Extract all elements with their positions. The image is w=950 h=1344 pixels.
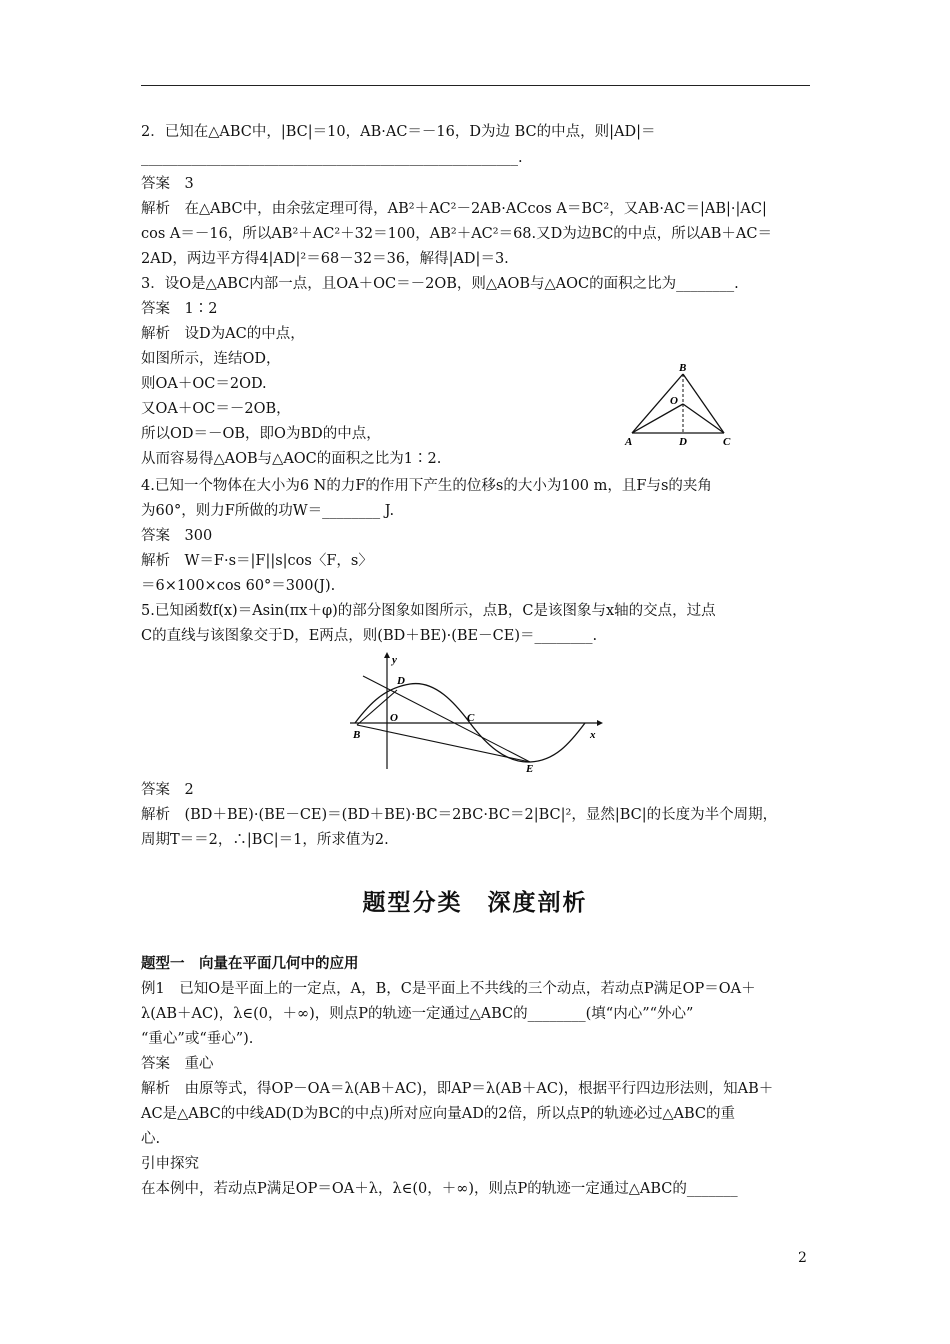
label-a: A bbox=[625, 436, 633, 448]
example-1-answer: 答案 重心 bbox=[141, 1056, 214, 1072]
line-de bbox=[363, 676, 530, 762]
problem-3-explain-4: 又OA＋OC＝－2OB， bbox=[141, 401, 291, 417]
label-x: x bbox=[590, 729, 596, 741]
label-b: B bbox=[353, 729, 361, 741]
problem-3-explain-5: 所以OD＝－OB，即O为BD的中点， bbox=[141, 426, 381, 442]
x-axis-arrow bbox=[597, 720, 603, 726]
problem-2-blank: ____________________________________________________. bbox=[141, 150, 523, 166]
label-d: D bbox=[679, 436, 687, 448]
problem-5-explain-2: 周期T＝＝2，∴|BC|＝1，所求值为2. bbox=[141, 832, 389, 848]
segment-ao bbox=[632, 404, 683, 433]
problem-2-explain-3: 2AD，两边平方得4|AD|²＝68－32＝36，解得|AD|＝3. bbox=[141, 251, 509, 267]
problem-4-explain-2: ＝6×100×cos 60°＝300(J). bbox=[141, 578, 336, 594]
triangle-figure bbox=[620, 360, 740, 450]
label-o: O bbox=[670, 395, 678, 407]
problem-5-explain-1: 解析 (BD＋BE)·(BE－CE)＝(BD＋BE)·BC＝2BC·BC＝2|BC|²，显然|BC|的长度为半个周期， bbox=[141, 807, 778, 823]
example-1-explain-1: 解析 由原等式，得OP－OA＝λ(AB＋AC)，即AP＝λ(AB＋AC)，根据平行四边形法则，知AB＋ bbox=[141, 1081, 774, 1097]
problem-3-line-1: 3．设O是△ABC内部一点，且OA＋OC＝－2OB，则△AOB与△AOC的面积之比为________. bbox=[141, 276, 739, 292]
example-1-line-1: 例1 已知O是平面上的一定点，A，B，C是平面上不共线的三个动点，若动点P满足OP＝OA＋ bbox=[141, 981, 756, 997]
problem-2-explain-2: cos A＝－16，所以AB²＋AC²＋32＝100，AB²＋AC²＝68.又D为边BC的中点，所以AB＋AC＝ bbox=[141, 226, 772, 242]
example-1-explain-2: AC是△ABC的中线AD(D为BC的中点)所对应向量AD的2倍，所以点P的轨迹必过△ABC的重 bbox=[141, 1106, 735, 1122]
example-1-line-3: “重心”或“垂心”). bbox=[141, 1031, 254, 1047]
example-1-explain-3: 心. bbox=[141, 1131, 161, 1147]
label-y: y bbox=[392, 654, 397, 666]
problem-5-line-1: 5.已知函数f(x)＝Asin(πx＋φ)的部分图象如图所示，点B，C是该图象与x轴的交点，过点 bbox=[141, 603, 716, 619]
label-o: O bbox=[390, 712, 398, 724]
extension-line-1: 在本例中，若动点P满足OP＝OA＋λ，λ∈(0，＋∞)，则点P的轨迹一定通过△ABC的_______ bbox=[141, 1181, 738, 1197]
problem-5-answer: 答案 2 bbox=[141, 782, 194, 798]
problem-4-answer: 答案 300 bbox=[141, 528, 213, 544]
problem-3-explain-1: 解析 设D为AC的中点， bbox=[141, 326, 305, 342]
label-d: D bbox=[397, 675, 405, 687]
problem-2-line-1: 2．已知在△ABC中，|BC|＝10，AB·AC＝－16，D为边 BC的中点，则|AD|＝ bbox=[141, 124, 656, 140]
sine-graph-figure bbox=[345, 648, 607, 774]
segment-cb bbox=[683, 374, 724, 433]
problem-4-line-2: 为60°，则力F所做的功W＝________ J. bbox=[141, 503, 395, 519]
problem-2-explain-1: 解析 在△ABC中，由余弦定理可得，AB²＋AC²－2AB·ACcos A＝BC²，又AB·AC＝|AB|·|AC| bbox=[141, 201, 767, 217]
label-c: C bbox=[723, 436, 731, 448]
page-number: 2 bbox=[798, 1250, 807, 1266]
problem-3-explain-3: 则OA＋OC＝2OD. bbox=[141, 376, 267, 392]
type-1-heading: 题型一 向量在平面几何中的应用 bbox=[141, 956, 359, 972]
problem-2-answer: 答案 3 bbox=[141, 176, 194, 192]
section-title: 题型分类 深度剖析 bbox=[362, 890, 588, 916]
segment-co bbox=[683, 404, 724, 433]
label-c: C bbox=[467, 712, 475, 724]
problem-3-answer: 答案 1∶2 bbox=[141, 301, 218, 317]
problem-5-line-2: C的直线与该图象交于D，E两点，则(BD＋BE)·(BE－CE)＝________. bbox=[141, 628, 598, 644]
problem-4-line-1: 4.已知一个物体在大小为6 N的力F的作用下产生的位移s的大小为100 m，且F与s的夹角 bbox=[141, 478, 712, 494]
y-axis-arrow bbox=[384, 652, 390, 658]
segment-be bbox=[357, 725, 530, 762]
problem-4-explain-1: 解析 W＝F·s＝|F||s|cos〈F，s〉 bbox=[141, 553, 373, 569]
label-b: B bbox=[679, 362, 687, 374]
header-rule bbox=[141, 85, 810, 86]
problem-3-explain-6: 从而容易得△AOB与△AOC的面积之比为1∶2. bbox=[141, 451, 442, 467]
problem-3-explain-2: 如图所示，连结OD， bbox=[141, 351, 281, 367]
example-1-line-2: λ(AB＋AC)，λ∈(0，＋∞)，则点P的轨迹一定通过△ABC的________(填“内心”“外心” bbox=[141, 1006, 694, 1022]
extension-heading: 引申探究 bbox=[141, 1156, 199, 1172]
label-e: E bbox=[526, 763, 534, 774]
